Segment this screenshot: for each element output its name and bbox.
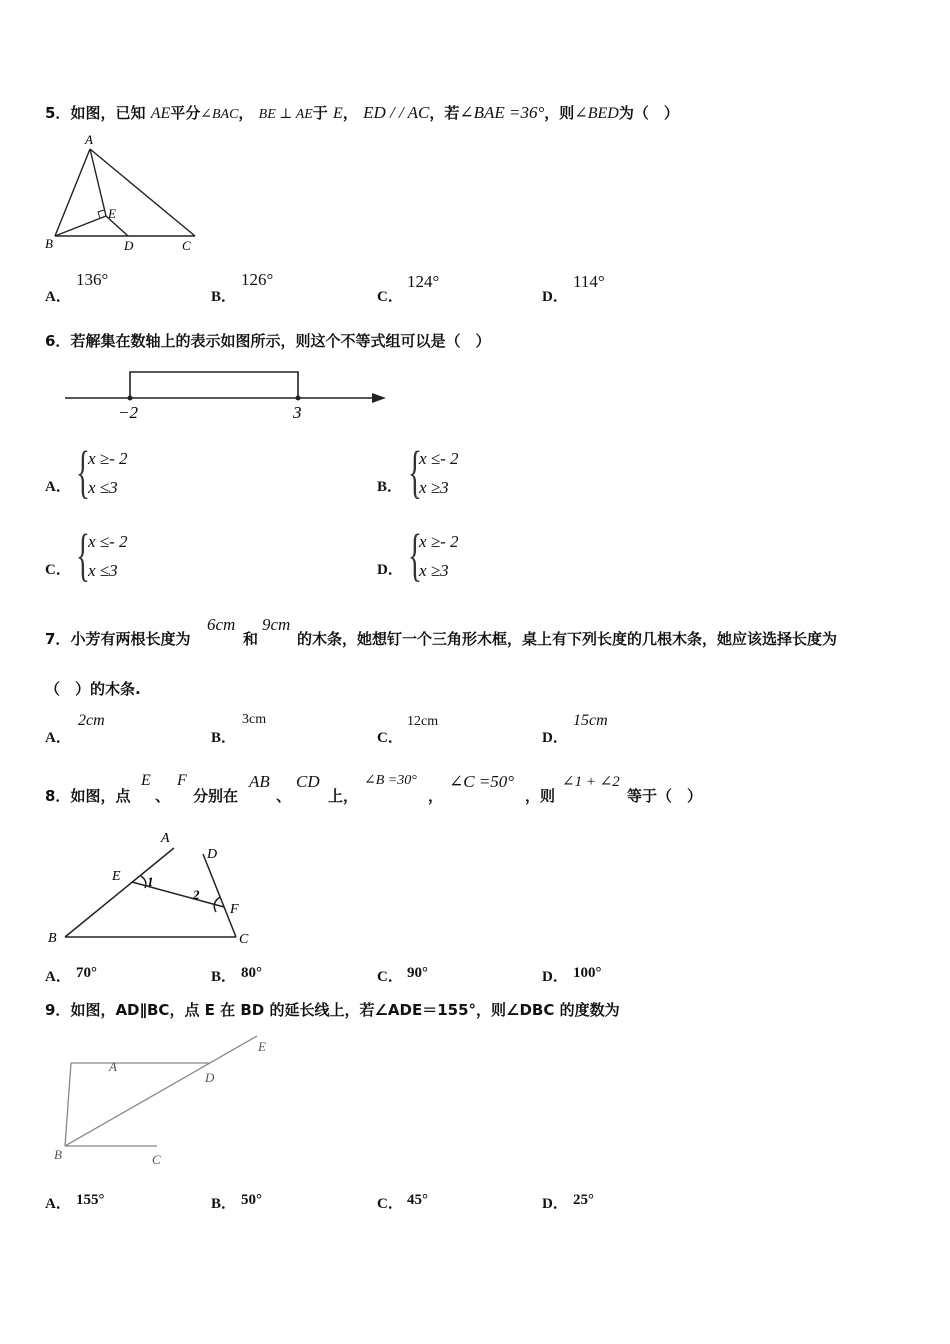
option-a-value[interactable]: 155°: [76, 1192, 105, 1208]
stem-text: ，: [428, 787, 444, 805]
tick-label-3: 3: [293, 403, 302, 422]
option-c-value[interactable]: 90°: [407, 965, 428, 981]
question-6-stem: [45, 330, 490, 351]
option-a-label[interactable]: A．: [45, 479, 71, 495]
option-b-value[interactable]: 80°: [241, 965, 262, 981]
segment-ba: [65, 848, 174, 937]
option-b-label[interactable]: B．: [211, 969, 237, 985]
point-label-e: E: [112, 869, 121, 884]
segment-be: [65, 1036, 257, 1146]
option-a-label[interactable]: A．: [45, 969, 71, 985]
solution-interval: [130, 372, 298, 398]
side-ac: [90, 149, 195, 236]
option-c-label[interactable]: C．: [377, 969, 403, 985]
option-b-value[interactable]: 50°: [241, 1192, 262, 1208]
option-c-line1[interactable]: x ≤- 2: [88, 532, 128, 551]
math-angle-sum: ∠1 + ∠2: [562, 774, 620, 790]
figure-q9: [45, 1030, 285, 1170]
point-label-b: B: [54, 1147, 62, 1162]
option-d-label[interactable]: D．: [542, 289, 568, 305]
angle-2-label: 2: [193, 887, 200, 902]
option-a-value[interactable]: 2cm: [78, 712, 105, 729]
stem-text: ，则: [544, 104, 575, 122]
stem-text: 、: [276, 787, 292, 805]
option-d-label[interactable]: D．: [542, 1196, 568, 1212]
stem-text: 、: [155, 787, 171, 805]
question-5-stem: [45, 102, 679, 123]
tick-label-minus-2: −2: [118, 403, 138, 422]
math-angle-c: ∠C =50°: [449, 772, 515, 791]
stem-text: 若解集在数轴上的表示如图所示，则这个不等式组可以是（ ）: [70, 332, 491, 350]
solid-dot-left: [128, 396, 133, 401]
angle-1-label: 1: [147, 874, 154, 889]
option-d-label[interactable]: D．: [542, 969, 568, 985]
point-label-a: A: [109, 1059, 117, 1074]
option-c-value[interactable]: 45°: [407, 1192, 428, 1208]
left-brace-icon: {: [76, 522, 90, 587]
option-d-value[interactable]: 100°: [573, 965, 602, 981]
question-number: 8．: [45, 787, 71, 805]
option-a-label[interactable]: A．: [45, 730, 71, 746]
math-e: E: [141, 772, 151, 789]
option-c-label[interactable]: C．: [45, 562, 71, 578]
option-b-label[interactable]: B．: [211, 289, 237, 305]
stem-text: 为（ ）: [618, 104, 679, 122]
option-b-value[interactable]: 3cm: [242, 712, 267, 727]
stem-text: 如图，AD∥BC，点 E 在 BD 的延长线上，若∠ADE＝155°，则∠DBC 的度数为: [70, 1001, 620, 1019]
stem-text: ，: [342, 104, 358, 122]
stem-text: ，: [238, 104, 254, 122]
segment-dc: [203, 854, 236, 937]
stem-text: 平分: [170, 104, 201, 122]
option-b-line2[interactable]: x ≥3: [419, 478, 449, 497]
math-6cm: 6cm: [207, 615, 236, 634]
option-b-label[interactable]: B．: [377, 479, 403, 495]
point-label-b: B: [45, 236, 53, 251]
question-9-stem: [45, 999, 620, 1020]
question-8-stem-a: [45, 785, 130, 806]
segment-be: [55, 216, 106, 236]
option-d-line2[interactable]: x ≥3: [419, 561, 449, 580]
left-brace-icon: {: [408, 439, 422, 504]
point-label-d: D: [124, 238, 134, 253]
math-be-perp-ae: BE ⊥ AE: [258, 107, 313, 122]
point-label-a: A: [161, 831, 170, 846]
stem-text: 上，: [328, 787, 359, 805]
question-number: 9．: [45, 1001, 71, 1019]
option-c-value[interactable]: 124°: [407, 272, 440, 291]
point-label-c: C: [182, 238, 191, 253]
option-a-line2[interactable]: x ≤3: [88, 478, 118, 497]
option-d-line1[interactable]: x ≥- 2: [419, 532, 459, 551]
stem-text: 如图，已知: [70, 104, 146, 122]
math-angle-b: ∠B =30°: [364, 773, 417, 788]
option-b-value[interactable]: 126°: [241, 270, 274, 289]
question-number: 5．: [45, 104, 71, 122]
stem-text: 分别在: [193, 787, 239, 805]
left-brace-icon: {: [76, 439, 90, 504]
segment-ae: [90, 149, 106, 216]
question-7-stem-line2: （ ）的木条.: [45, 680, 141, 698]
point-label-c: C: [239, 932, 249, 947]
solid-dot-right: [296, 396, 301, 401]
point-label-f: F: [230, 902, 239, 917]
angle-1-arc: [141, 876, 146, 888]
stem-text: ，若: [429, 104, 460, 122]
math-ed-parallel-ac: ED / / AC: [363, 103, 430, 122]
point-label-e: E: [258, 1039, 266, 1054]
point-label-c: C: [152, 1152, 161, 1167]
option-b-line1[interactable]: x ≤- 2: [419, 449, 459, 468]
question-number: 6．: [45, 332, 71, 350]
point-label-d: D: [205, 1070, 215, 1085]
math-9cm: 9cm: [262, 615, 291, 634]
option-c-label[interactable]: C．: [377, 730, 403, 746]
option-b-label[interactable]: B．: [211, 1196, 237, 1212]
number-line-figure: [60, 362, 400, 424]
stem-text: 小芳有两根长度为: [70, 630, 191, 648]
stem-text: 的木条，她想钉一个三角形木框，桌上有下列长度的几根木条，她应该选择长度为: [297, 630, 838, 648]
option-a-line1[interactable]: x ≥- 2: [88, 449, 128, 468]
math-angle-bed: ∠BED: [574, 105, 619, 122]
option-a-value[interactable]: 70°: [76, 965, 97, 981]
question-number: 7．: [45, 630, 71, 648]
option-c-label[interactable]: C．: [377, 1196, 403, 1212]
option-a-label[interactable]: A．: [45, 289, 71, 305]
option-d-label[interactable]: D．: [542, 730, 568, 746]
math-ab: AB: [249, 772, 270, 791]
point-label-e: E: [108, 206, 116, 221]
option-b-label[interactable]: B．: [211, 730, 237, 746]
math-e: E: [333, 105, 343, 122]
point-label-a: A: [85, 132, 93, 147]
left-brace-icon: {: [408, 522, 422, 587]
math-angle-bac: ∠BAC: [200, 107, 239, 122]
math-angle-bae: ∠BAE =36°: [459, 103, 545, 122]
option-c-value[interactable]: 12cm: [407, 714, 439, 729]
option-c-line2[interactable]: x ≤3: [88, 561, 118, 580]
stem-text: ，则: [525, 787, 556, 805]
stem-text: 于: [312, 104, 328, 122]
stem-text: 和: [243, 630, 259, 648]
stem-text: 如图，点: [70, 787, 131, 805]
figure-q8: [40, 826, 270, 952]
arrow-head-icon: [372, 393, 386, 403]
question-7-stem: [45, 628, 190, 649]
segment-ab: [65, 1063, 71, 1146]
math-ae: AE: [150, 105, 171, 122]
stem-text: 等于（ ）: [627, 787, 703, 805]
math-f: F: [177, 772, 187, 789]
option-d-value[interactable]: 25°: [573, 1192, 594, 1208]
point-label-d: D: [207, 847, 218, 862]
option-a-label[interactable]: A．: [45, 1196, 71, 1212]
option-d-value[interactable]: 15cm: [573, 712, 608, 729]
point-label-b: B: [48, 931, 57, 946]
option-a-value[interactable]: 136°: [76, 270, 109, 289]
side-ab: [55, 149, 90, 236]
option-d-label[interactable]: D．: [377, 562, 403, 578]
math-cd: CD: [296, 772, 320, 791]
triangle-figure-q5: [40, 128, 210, 258]
option-c-label[interactable]: C．: [377, 289, 403, 305]
option-d-value[interactable]: 114°: [573, 272, 605, 291]
